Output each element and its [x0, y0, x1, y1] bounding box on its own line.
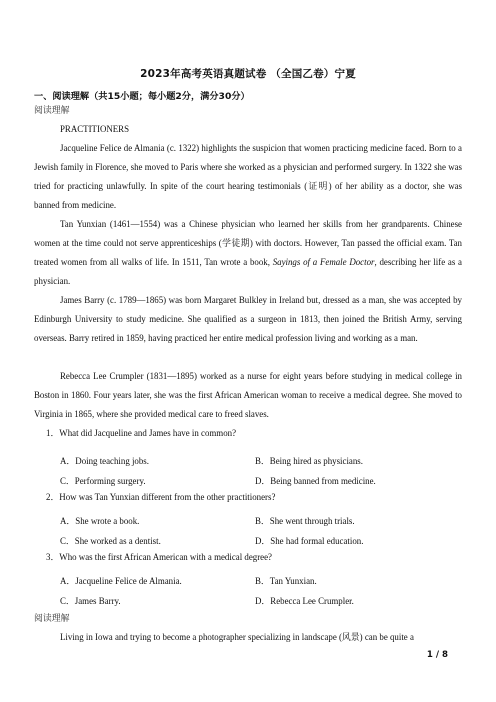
question-2-option-c[interactable]: C．She worked as a dentist.: [60, 536, 161, 546]
passage-1-paragraph-3: James Barry (c. 1789—1865) was born Margaret Bulkley in Ireland but, dressed as a man, she was accepted by Edinburgh University to study medicine. She qualified as a surgeon in 1813, then joined the British Army, serving overseas. Barry retired in 1859, having practiced her entire medical profession living and working as a man.: [34, 295, 462, 343]
question-1-option-b[interactable]: B．Being hired as physicians.: [255, 456, 363, 466]
passage-1-label: 阅读理解: [34, 105, 70, 115]
question-1-option-c[interactable]: C．Performing surgery.: [60, 476, 146, 486]
passage-1-paragraph-1: Jacqueline Felice de Almania (c. 1322) highlights the suspicion that women practicing medicine faced. Born to a Jewish family in Florence, she moved to Paris where she worked as a physician and performed surgery. In 1322 she was tried for practicing unlawfully. In spite of the court hearing testimonials (证明) of her ability as a doctor, she was banned from medicine.: [34, 143, 462, 210]
question-1-option-d[interactable]: D．Being banned from medicine.: [255, 476, 376, 486]
page-indicator: 1 / 8: [426, 650, 448, 660]
question-1-stem: 1．What did Jacqueline and James have in common?: [46, 428, 237, 438]
book-title: Sayings of a Female Doctor: [272, 256, 375, 267]
question-2-option-d[interactable]: D．She had formal education.: [255, 536, 364, 546]
question-2-option-b[interactable]: B．She went through trials.: [255, 516, 355, 526]
passage-1-paragraph-4: Rebecca Lee Crumpler (1831—1895) worked as a nurse for eight years before studying in medical college in Boston in 1860. Four years later, she was the first African American woman to receive a medical degree. She moved to Virginia in 1865, where she provided medical care to freed slaves.: [34, 371, 462, 419]
passage-1-paragraph-2: [34, 215, 462, 291]
passage-2-paragraph-1: Living in Iowa and trying to become a photographer specializing in landscape (风景) can be quite a: [60, 632, 414, 642]
passage-1-heading: PRACTITIONERS: [60, 124, 130, 134]
question-3-option-c[interactable]: C．James Barry.: [60, 596, 121, 606]
question-3-stem: 3．Who was the first African American with a medical degree?: [46, 552, 272, 562]
paragraph-2-text-a: Tan Yunxian (1461—1554) was a Chinese physician who learned her skills from her grandparents. Chinese women at the time could not serve apprenticeships (学徒期) with doctors. However, Tan passed the official exam. Tan treated women from all walks of life. In 1511, Tan wrote a book,: [34, 219, 462, 267]
question-2-stem: 2．How was Tan Yunxian different from the other practitioners?: [46, 492, 276, 502]
question-2-option-a[interactable]: A．She wrote a book.: [60, 516, 140, 526]
question-1-option-a[interactable]: A．Doing teaching jobs.: [60, 456, 149, 466]
section-heading: 一、阅读理解（共15小题；每小题2分，满分30分）: [34, 91, 250, 102]
question-3-option-b[interactable]: B．Tan Yunxian.: [255, 576, 317, 586]
paragraph-2-text-b: , describing her life as a physician.: [34, 256, 463, 286]
question-3-option-a[interactable]: A．Jacqueline Felice de Almania.: [60, 576, 182, 586]
question-3-option-d[interactable]: D．Rebecca Lee Crumpler.: [255, 596, 354, 606]
document-title: 2023年高考英语真题试卷 （全国乙卷）宁夏: [140, 68, 356, 80]
passage-2-label: 阅读理解: [34, 613, 70, 623]
